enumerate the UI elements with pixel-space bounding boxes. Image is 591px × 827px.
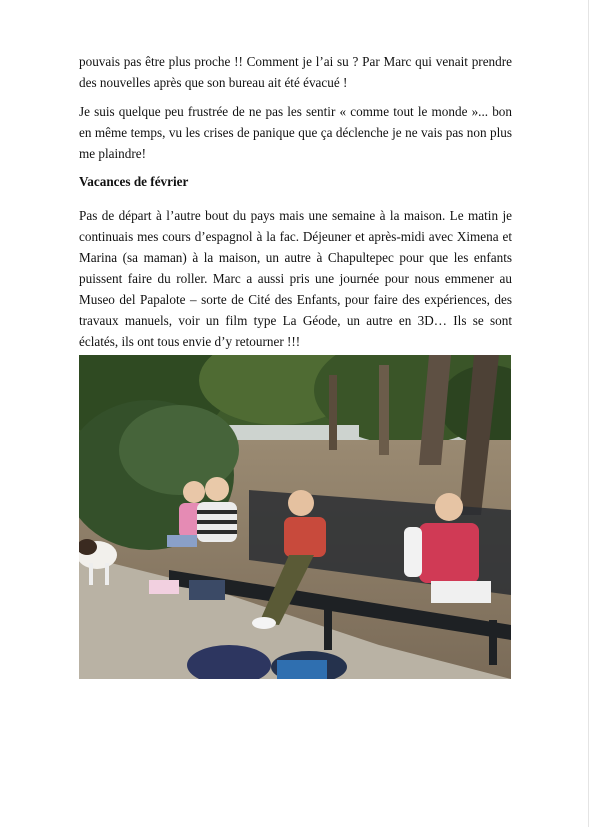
child-4	[435, 493, 463, 521]
park-bench-photo	[79, 355, 511, 679]
paragraph-1: pouvais pas être plus proche !! Comment je l’ai su ? Par Marc qui venait prendre des nouvelles après que son bureau ait été évacué !	[79, 54, 512, 90]
park-photo-illustration	[79, 355, 511, 679]
section-heading: Vacances de février	[79, 174, 189, 189]
page-edge	[588, 0, 589, 827]
child-1	[183, 481, 205, 503]
child-2	[205, 477, 229, 501]
section-paragraph: Pas de départ à l’autre bout du pays mais une semaine à la maison. Le matin je continuais mes cours d’espagnol à la fac. Déjeuner et après-midi avec Ximena et Marina (sa maman) à la maison, un autre à Chapultepec pour que les enfants puissent faire du roller. Marc a aussi pris une journée pour nous emmener au Museo del Papalote – sorte de Cité des Enfants, pour faire des expériences, des travaux manuels, voir un film type La Géode, un autre en 3D… Ils se sont éclatés, ils ont tous envie d’y retourner !!!	[79, 208, 512, 349]
paragraph-2: Je suis quelque peu frustrée de ne pas les sentir « comme tout le monde »... bon en même temps, vu les crises de panique que ça déclenche je ne vais pas non plus me plaindre!	[79, 104, 512, 161]
child-3	[288, 490, 314, 516]
